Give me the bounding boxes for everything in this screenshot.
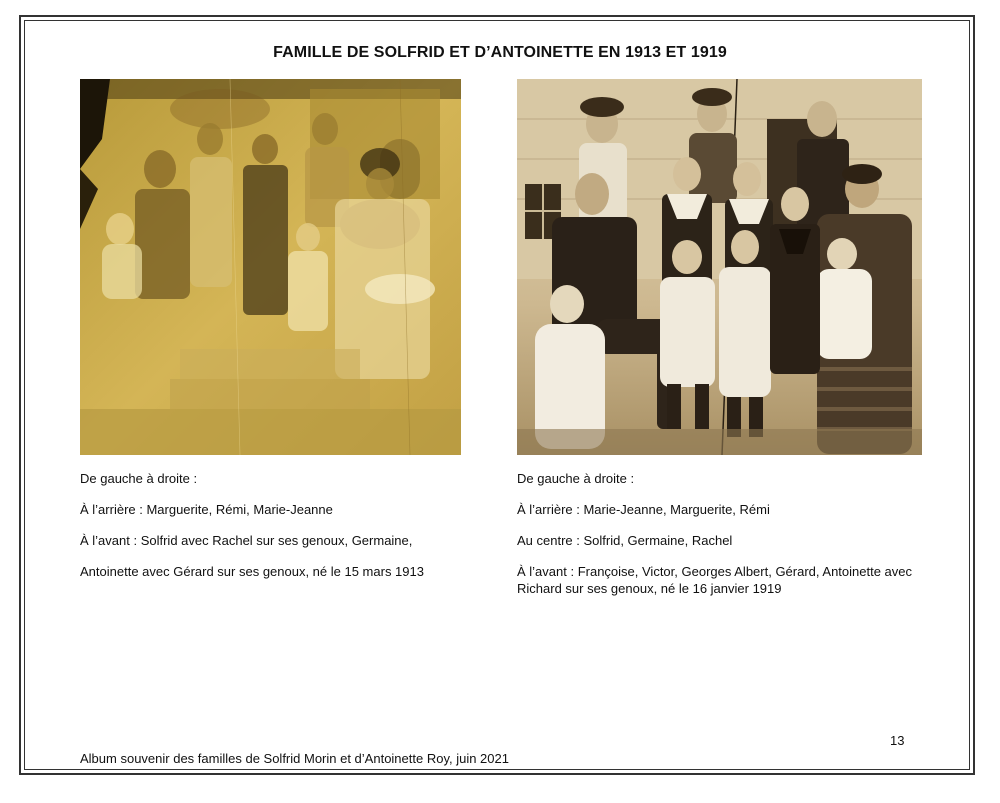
family-photo-1913 <box>80 79 461 455</box>
caption-1913-back-row: À l’arrière : Marguerite, Rémi, Marie-Jeanne <box>80 502 333 517</box>
caption-1919-center-row: Au centre : Solfrid, Germaine, Rachel <box>517 533 733 548</box>
photo-1919-image <box>517 79 922 455</box>
caption-1919-front-row: À l’avant : Françoise, Victor, Georges Albert, Gérard, Antoinette avec Richard sur ses genoux, né le 16 janvier 1919 <box>517 564 913 596</box>
photo-1913-image <box>80 79 461 455</box>
page-number: 13 <box>890 733 905 748</box>
caption-1913-front-row-cont: Antoinette avec Gérard sur ses genoux, né le 15 mars 1913 <box>80 564 424 579</box>
caption-1919 <box>517 470 927 611</box>
caption-1913-front-row: À l’avant : Solfrid avec Rachel sur ses genoux, Germaine, <box>80 533 413 548</box>
page-title: FAMILLE DE SOLFRID ET D’ANTOINETTE EN 1913 ET 1919 <box>273 44 727 61</box>
footer-text: Album souvenir des familles de Solfrid Morin et d’Antoinette Roy, juin 2021 <box>80 751 509 766</box>
family-photo-1919 <box>517 79 922 455</box>
caption-1919-back-row: À l’arrière : Marie-Jeanne, Marguerite, Rémi <box>517 502 770 517</box>
caption-1913 <box>80 470 480 594</box>
caption-1913-heading: De gauche à droite : <box>80 471 198 486</box>
caption-1919-heading: De gauche à droite : <box>517 471 635 486</box>
